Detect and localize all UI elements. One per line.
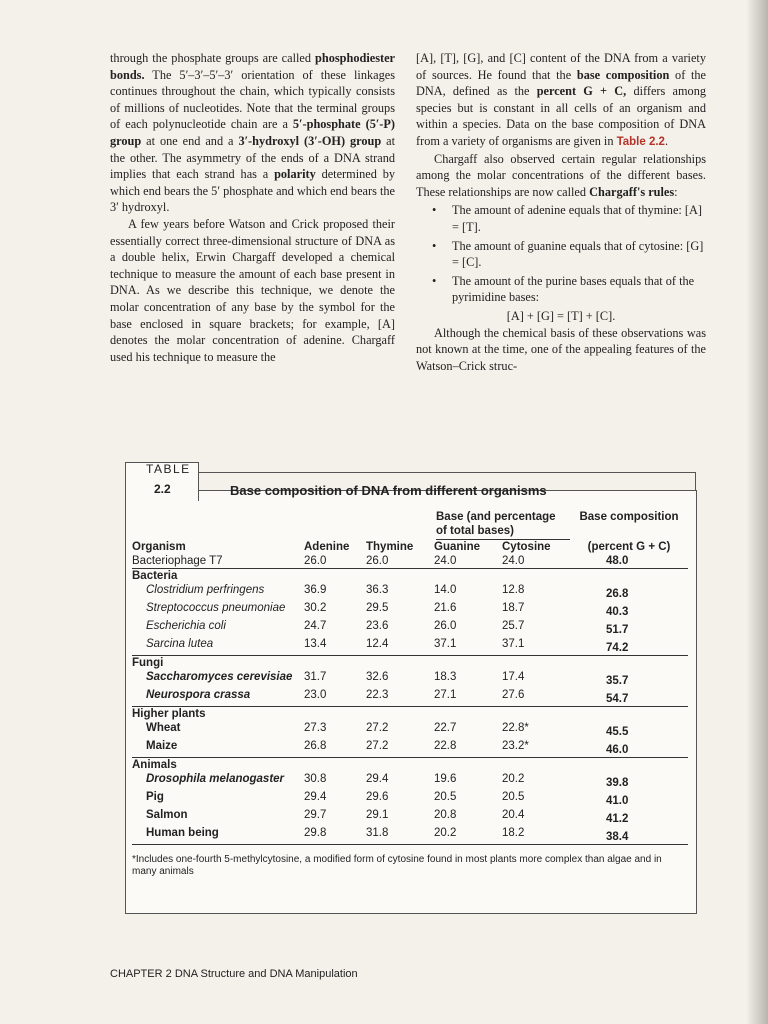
- header-adenine: Adenine: [304, 541, 350, 553]
- thymine-cell: 36.3: [366, 584, 389, 596]
- cytosine-cell: 18.7: [502, 602, 525, 614]
- adenine-cell: 36.9: [304, 584, 327, 596]
- organism-cell: Neurospora crassa: [132, 688, 304, 707]
- cytosine-cell: 17.4: [502, 671, 525, 683]
- left-paragraph-2: A few years before Watson and Crick proposed their essentially correct three-dimensional structure of DNA as a double helix, Erwin Chargaff developed a chemical technique to measure the amount of each base present in DNA. As we describe this technique, we denote the molar concentration of any base by the symbol for the base enclosed in square brackets; for example, [A] denotes the molar concentration of adenine. Chargaff used his technique to measure the: [110, 216, 395, 364]
- guanine-cell: 14.0: [434, 584, 457, 596]
- percent-gc-cell: 26.8: [606, 588, 629, 600]
- organism-cell: Wheat: [146, 722, 181, 734]
- cytosine-cell: 20.2: [502, 773, 525, 785]
- table-row: [132, 637, 688, 656]
- cytosine-cell: 23.2*: [502, 739, 570, 758]
- term-3-hydroxyl: 3′-hydroxyl (3′-OH) group: [238, 133, 382, 148]
- guanine-cell: 21.6: [434, 602, 457, 614]
- table-caption: Base composition of DNA from different organisms: [230, 483, 547, 498]
- table-footnote: *Includes one-fourth 5-methylcytosine, a modified form of cytosine found in most plants more complex than algae and in many animals: [132, 854, 662, 877]
- table-row: [132, 739, 688, 758]
- organism-cell: Streptococcus pneumoniae: [146, 602, 286, 614]
- guanine-cell: 19.6: [434, 773, 457, 785]
- right-paragraph-2: Chargaff also observed certain regular relationships among the molar concentrations of the different bases. These relationships are now called Chargaff's rules:: [416, 151, 706, 199]
- table-group-row: [132, 758, 688, 773]
- guanine-cell: 22.7: [434, 722, 457, 734]
- percent-gc-cell: 54.7: [570, 688, 688, 707]
- header-organism: Organism: [132, 541, 186, 553]
- thymine-cell: 32.6: [366, 671, 389, 683]
- footer-title: DNA Structure and DNA Manipulation: [174, 968, 358, 980]
- guanine-cell: 18.3: [434, 671, 457, 683]
- adenine-cell: 29.7: [304, 809, 327, 821]
- guanine-cell: 20.2: [434, 826, 502, 845]
- left-text-column: [110, 50, 395, 365]
- header-base-group: Base (and percentage of total bases): [436, 510, 570, 540]
- table-label-word: TABLE: [146, 462, 191, 476]
- table-row: [132, 688, 688, 707]
- table-header-row-1: [132, 510, 688, 540]
- adenine-cell: 26.8: [304, 739, 366, 758]
- header-percent-gc: (percent G + C): [587, 541, 671, 553]
- organism-cell: Maize: [132, 739, 304, 758]
- thymine-cell: 29.6: [366, 791, 389, 803]
- table-row: [132, 721, 688, 739]
- term-chargaffs-rules: Chargaff's rules: [589, 184, 675, 199]
- percent-gc-cell: 38.4: [570, 826, 688, 845]
- percent-gc-cell: 46.0: [570, 739, 688, 758]
- adenine-cell: 30.8: [304, 773, 327, 785]
- header-cytosine: Cytosine: [502, 541, 551, 553]
- percent-gc-cell: 45.5: [606, 726, 629, 738]
- adenine-cell: 29.4: [304, 791, 327, 803]
- guanine-cell: 20.8: [434, 809, 457, 821]
- term-percent-gc: percent G + C,: [536, 84, 627, 99]
- organism-cell: Bacteriophage T7: [132, 554, 304, 569]
- thymine-cell: 27.2: [366, 739, 434, 758]
- thymine-cell: 22.3: [366, 688, 434, 707]
- table-row: [132, 583, 688, 601]
- table-reference-link[interactable]: Table 2.2: [616, 135, 665, 148]
- percent-gc-cell: 35.7: [606, 675, 629, 687]
- table-group-row: [132, 569, 688, 584]
- table-row: [132, 826, 688, 845]
- table-group-row: [132, 656, 688, 671]
- header-base-composition: Base composition: [579, 511, 679, 523]
- right-paragraph-1: [A], [T], [G], and [C] content of the DNA from a variety of sources. He found that the base composition of the DNA, defined as the percent G + C, differs among species but is constant in all cells of an organism and within a species. Data on the base composition of DNA from a variety of organisms are given in Table 2.2.: [416, 51, 707, 148]
- thymine-cell: 29.4: [366, 773, 389, 785]
- guanine-cell: 37.1: [434, 637, 502, 656]
- table-row: [132, 772, 688, 790]
- guanine-cell: 26.0: [434, 620, 457, 632]
- organism-cell: Human being: [132, 826, 304, 845]
- table-row: [132, 554, 688, 569]
- table-frame-top: [197, 472, 695, 473]
- cytosine-cell: 20.4: [502, 809, 525, 821]
- organism-cell: Saccharomyces cerevisiae: [146, 671, 293, 683]
- percent-gc-cell: 39.8: [606, 777, 629, 789]
- thymine-cell: 27.2: [366, 722, 389, 734]
- header-thymine: Thymine: [366, 541, 414, 553]
- group-label: Fungi: [132, 657, 164, 669]
- list-item: • The amount of adenine equals that of thymine: [A] = [T].: [416, 202, 706, 235]
- table-row: [132, 619, 688, 637]
- adenine-cell: 31.7: [304, 671, 327, 683]
- table-row: [132, 808, 688, 826]
- term-polarity: polarity: [274, 167, 316, 182]
- left-paragraph-1: through the phosphate groups are called phosphodiester bonds. The 5′–3′–5′–3′ orientation of these linkages continues throughout the chain, which typically consists of millions of nucleotides. Note that the terminal groups of each polynucleotide chain are a 5′-phosphate (5′-P) group at one end and a 3′-hydroxyl (3′-OH) group at the other. The asymmetry of the ends of a DNA strand implies that each strand has a polarity determined by which end bears the 5′ phosphate and which end bears the 3′ hydroxyl.: [110, 51, 396, 215]
- cytosine-cell: 37.1: [502, 637, 570, 656]
- guanine-cell: 22.8: [434, 739, 502, 758]
- organism-cell: Clostridium perfringens: [146, 584, 265, 596]
- thymine-cell: 23.6: [366, 620, 389, 632]
- table-group-row: [132, 707, 688, 722]
- thymine-cell: 31.8: [366, 826, 434, 845]
- organism-cell: Drosophila melanogaster: [146, 773, 285, 785]
- cytosine-cell: 22.8*: [502, 722, 529, 734]
- thymine-cell: 29.1: [366, 809, 389, 821]
- group-label: Animals: [132, 759, 177, 771]
- table-frame-corner: [695, 472, 696, 490]
- table-row: [132, 670, 688, 688]
- term-5-phosphate: 5′-phosphate (5′-P) group: [110, 117, 395, 148]
- table-header-row-2: [132, 540, 688, 554]
- chargaff-rules-list: [416, 202, 706, 306]
- page-edge-shadow: [746, 0, 768, 1024]
- base-composition-table: [132, 510, 688, 845]
- term-phosphodiester-bonds: phosphodiester bonds.: [110, 51, 395, 82]
- percent-gc-cell: 51.7: [606, 624, 629, 636]
- percent-gc-cell: 41.0: [606, 795, 629, 807]
- adenine-cell: 27.3: [304, 722, 327, 734]
- cytosine-cell: 25.7: [502, 620, 525, 632]
- cytosine-cell: 18.2: [502, 826, 570, 845]
- organism-cell: Sarcina lutea: [132, 637, 304, 656]
- thymine-cell: 12.4: [366, 637, 434, 656]
- table-label-number: 2.2: [154, 482, 171, 496]
- adenine-cell: 26.0: [304, 554, 366, 569]
- footer-chapter: CHAPTER 2: [110, 968, 172, 980]
- adenine-cell: 24.7: [304, 620, 327, 632]
- adenine-cell: 29.8: [304, 826, 366, 845]
- group-label: Bacteria: [132, 570, 178, 582]
- organism-cell: Pig: [146, 791, 164, 803]
- table-row: [132, 790, 688, 808]
- cytosine-cell: 20.5: [502, 791, 525, 803]
- purine-pyrimidine-equation: [A] + [G] = [T] + [C].: [506, 308, 616, 323]
- percent-gc-cell: 40.3: [606, 606, 629, 618]
- adenine-cell: 30.2: [304, 602, 327, 614]
- right-paragraph-3: Although the chemical basis of these observations was not known at the time, one of the appealing features of the Watson–Crick struc-: [416, 325, 706, 373]
- guanine-cell: 20.5: [434, 791, 457, 803]
- list-item: • The amount of the purine bases equals that of the pyrimidine bases:: [416, 273, 706, 306]
- guanine-cell: 24.0: [434, 554, 502, 569]
- percent-gc-cell: 41.2: [606, 813, 629, 825]
- cytosine-cell: 12.8: [502, 584, 525, 596]
- group-label: Higher plants: [132, 708, 206, 720]
- header-guanine: Guanine: [434, 541, 481, 553]
- page-footer: [110, 968, 358, 980]
- guanine-cell: 27.1: [434, 688, 502, 707]
- percent-gc-cell: 48.0: [570, 554, 688, 569]
- right-text-column: [416, 50, 706, 374]
- adenine-cell: 23.0: [304, 688, 366, 707]
- percent-gc-cell: 74.2: [570, 637, 688, 656]
- cytosine-cell: 24.0: [502, 554, 570, 569]
- thymine-cell: 29.5: [366, 602, 389, 614]
- adenine-cell: 13.4: [304, 637, 366, 656]
- cytosine-cell: 27.6: [502, 688, 570, 707]
- organism-cell: Salmon: [146, 809, 188, 821]
- table-row: [132, 601, 688, 619]
- organism-cell: Escherichia coli: [146, 620, 226, 632]
- thymine-cell: 26.0: [366, 554, 434, 569]
- term-base-composition: base composition: [576, 67, 670, 82]
- list-item: • The amount of guanine equals that of cytosine: [G] = [C].: [416, 238, 706, 271]
